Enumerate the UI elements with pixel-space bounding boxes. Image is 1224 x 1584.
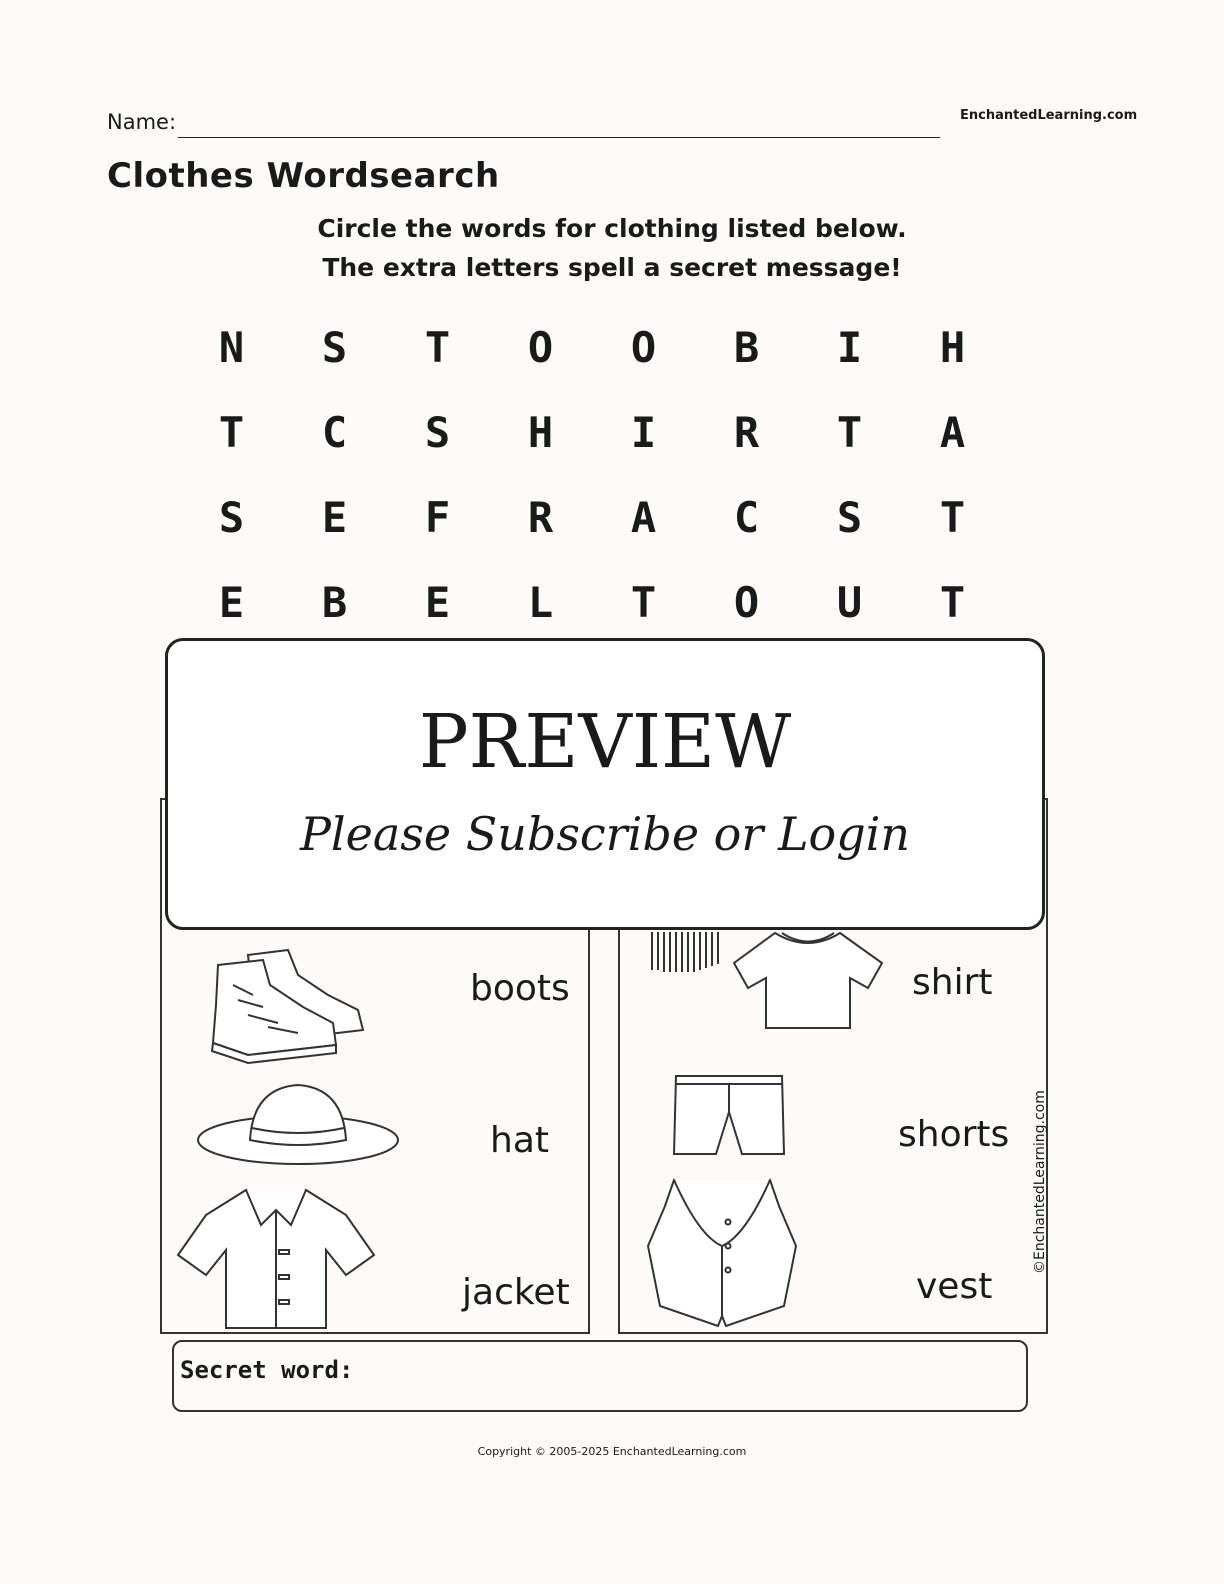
grid-letter[interactable]: S xyxy=(836,493,863,542)
grid-letter[interactable]: L xyxy=(527,578,554,627)
instruction-line-2: The extra letters spell a secret message! xyxy=(322,253,902,282)
shorts-icon xyxy=(672,1072,786,1158)
grid-row xyxy=(180,475,1004,560)
grid-letter[interactable]: S xyxy=(424,408,451,457)
word-vest: vest xyxy=(916,1266,993,1307)
grid-letter[interactable]: R xyxy=(527,493,554,542)
grid-letter[interactable]: E xyxy=(218,578,245,627)
page-title: Clothes Wordsearch xyxy=(107,156,500,196)
grid-letter[interactable]: O xyxy=(630,323,657,372)
name-line[interactable] xyxy=(178,137,940,138)
side-credit: ©EnchantedLearning.com xyxy=(1032,1090,1048,1274)
word-shorts: shorts xyxy=(898,1114,1010,1155)
grid-letter[interactable]: T xyxy=(836,408,863,457)
grid-letter[interactable]: B xyxy=(321,578,348,627)
vest-icon xyxy=(644,1176,800,1328)
preview-overlay[interactable] xyxy=(165,638,1045,930)
secret-word-box[interactable] xyxy=(172,1340,1028,1412)
grid-letter[interactable]: O xyxy=(527,323,554,372)
grid-letter[interactable]: T xyxy=(939,493,966,542)
grid-letter[interactable]: S xyxy=(321,323,348,372)
shirt-icon xyxy=(730,928,886,1032)
grid-letter[interactable]: T xyxy=(939,578,966,627)
grid-letter[interactable]: U xyxy=(836,578,863,627)
grid-letter[interactable]: F xyxy=(424,493,451,542)
grid-letter[interactable]: A xyxy=(630,493,657,542)
grid-letter[interactable]: S xyxy=(218,493,245,542)
grid-row xyxy=(180,560,1004,645)
preview-title: PREVIEW xyxy=(418,699,792,785)
copyright: Copyright © 2005-2025 EnchantedLearning.com xyxy=(477,1445,747,1458)
jacket-icon xyxy=(176,1180,376,1330)
grid-letter[interactable]: B xyxy=(733,323,760,372)
grid-letter[interactable]: I xyxy=(836,323,863,372)
grid-letter[interactable]: I xyxy=(630,408,657,457)
word-jacket: jacket xyxy=(462,1272,570,1313)
name-label: Name: xyxy=(107,110,177,134)
grid-letter[interactable]: A xyxy=(939,408,966,457)
site-brand[interactable]: EnchantedLearning.com xyxy=(960,108,1138,123)
grid-letter[interactable]: T xyxy=(218,408,245,457)
grid-row xyxy=(180,305,1004,390)
scarf-icon xyxy=(650,928,722,974)
secret-word-label: Secret word: xyxy=(180,1356,354,1384)
boots-icon xyxy=(208,945,368,1065)
grid-letter[interactable]: N xyxy=(218,323,245,372)
letter-grid xyxy=(180,305,1004,645)
grid-letter[interactable]: T xyxy=(630,578,657,627)
grid-letter[interactable]: T xyxy=(424,323,451,372)
grid-letter[interactable]: R xyxy=(733,408,760,457)
instruction-line-1: Circle the words for clothing listed below. xyxy=(317,214,907,243)
grid-letter[interactable]: C xyxy=(321,408,348,457)
subscribe-login-link[interactable]: Please Subscribe or Login xyxy=(299,807,911,861)
word-shirt: shirt xyxy=(912,962,993,1003)
grid-letter[interactable]: H xyxy=(939,323,966,372)
grid-letter[interactable]: C xyxy=(733,493,760,542)
grid-row xyxy=(180,390,1004,475)
word-boots: boots xyxy=(470,968,570,1009)
grid-letter[interactable]: O xyxy=(733,578,760,627)
hat-icon xyxy=(198,1080,402,1170)
word-hat: hat xyxy=(490,1120,549,1161)
grid-letter[interactable]: E xyxy=(424,578,451,627)
grid-letter[interactable]: E xyxy=(321,493,348,542)
grid-letter[interactable]: H xyxy=(527,408,554,457)
